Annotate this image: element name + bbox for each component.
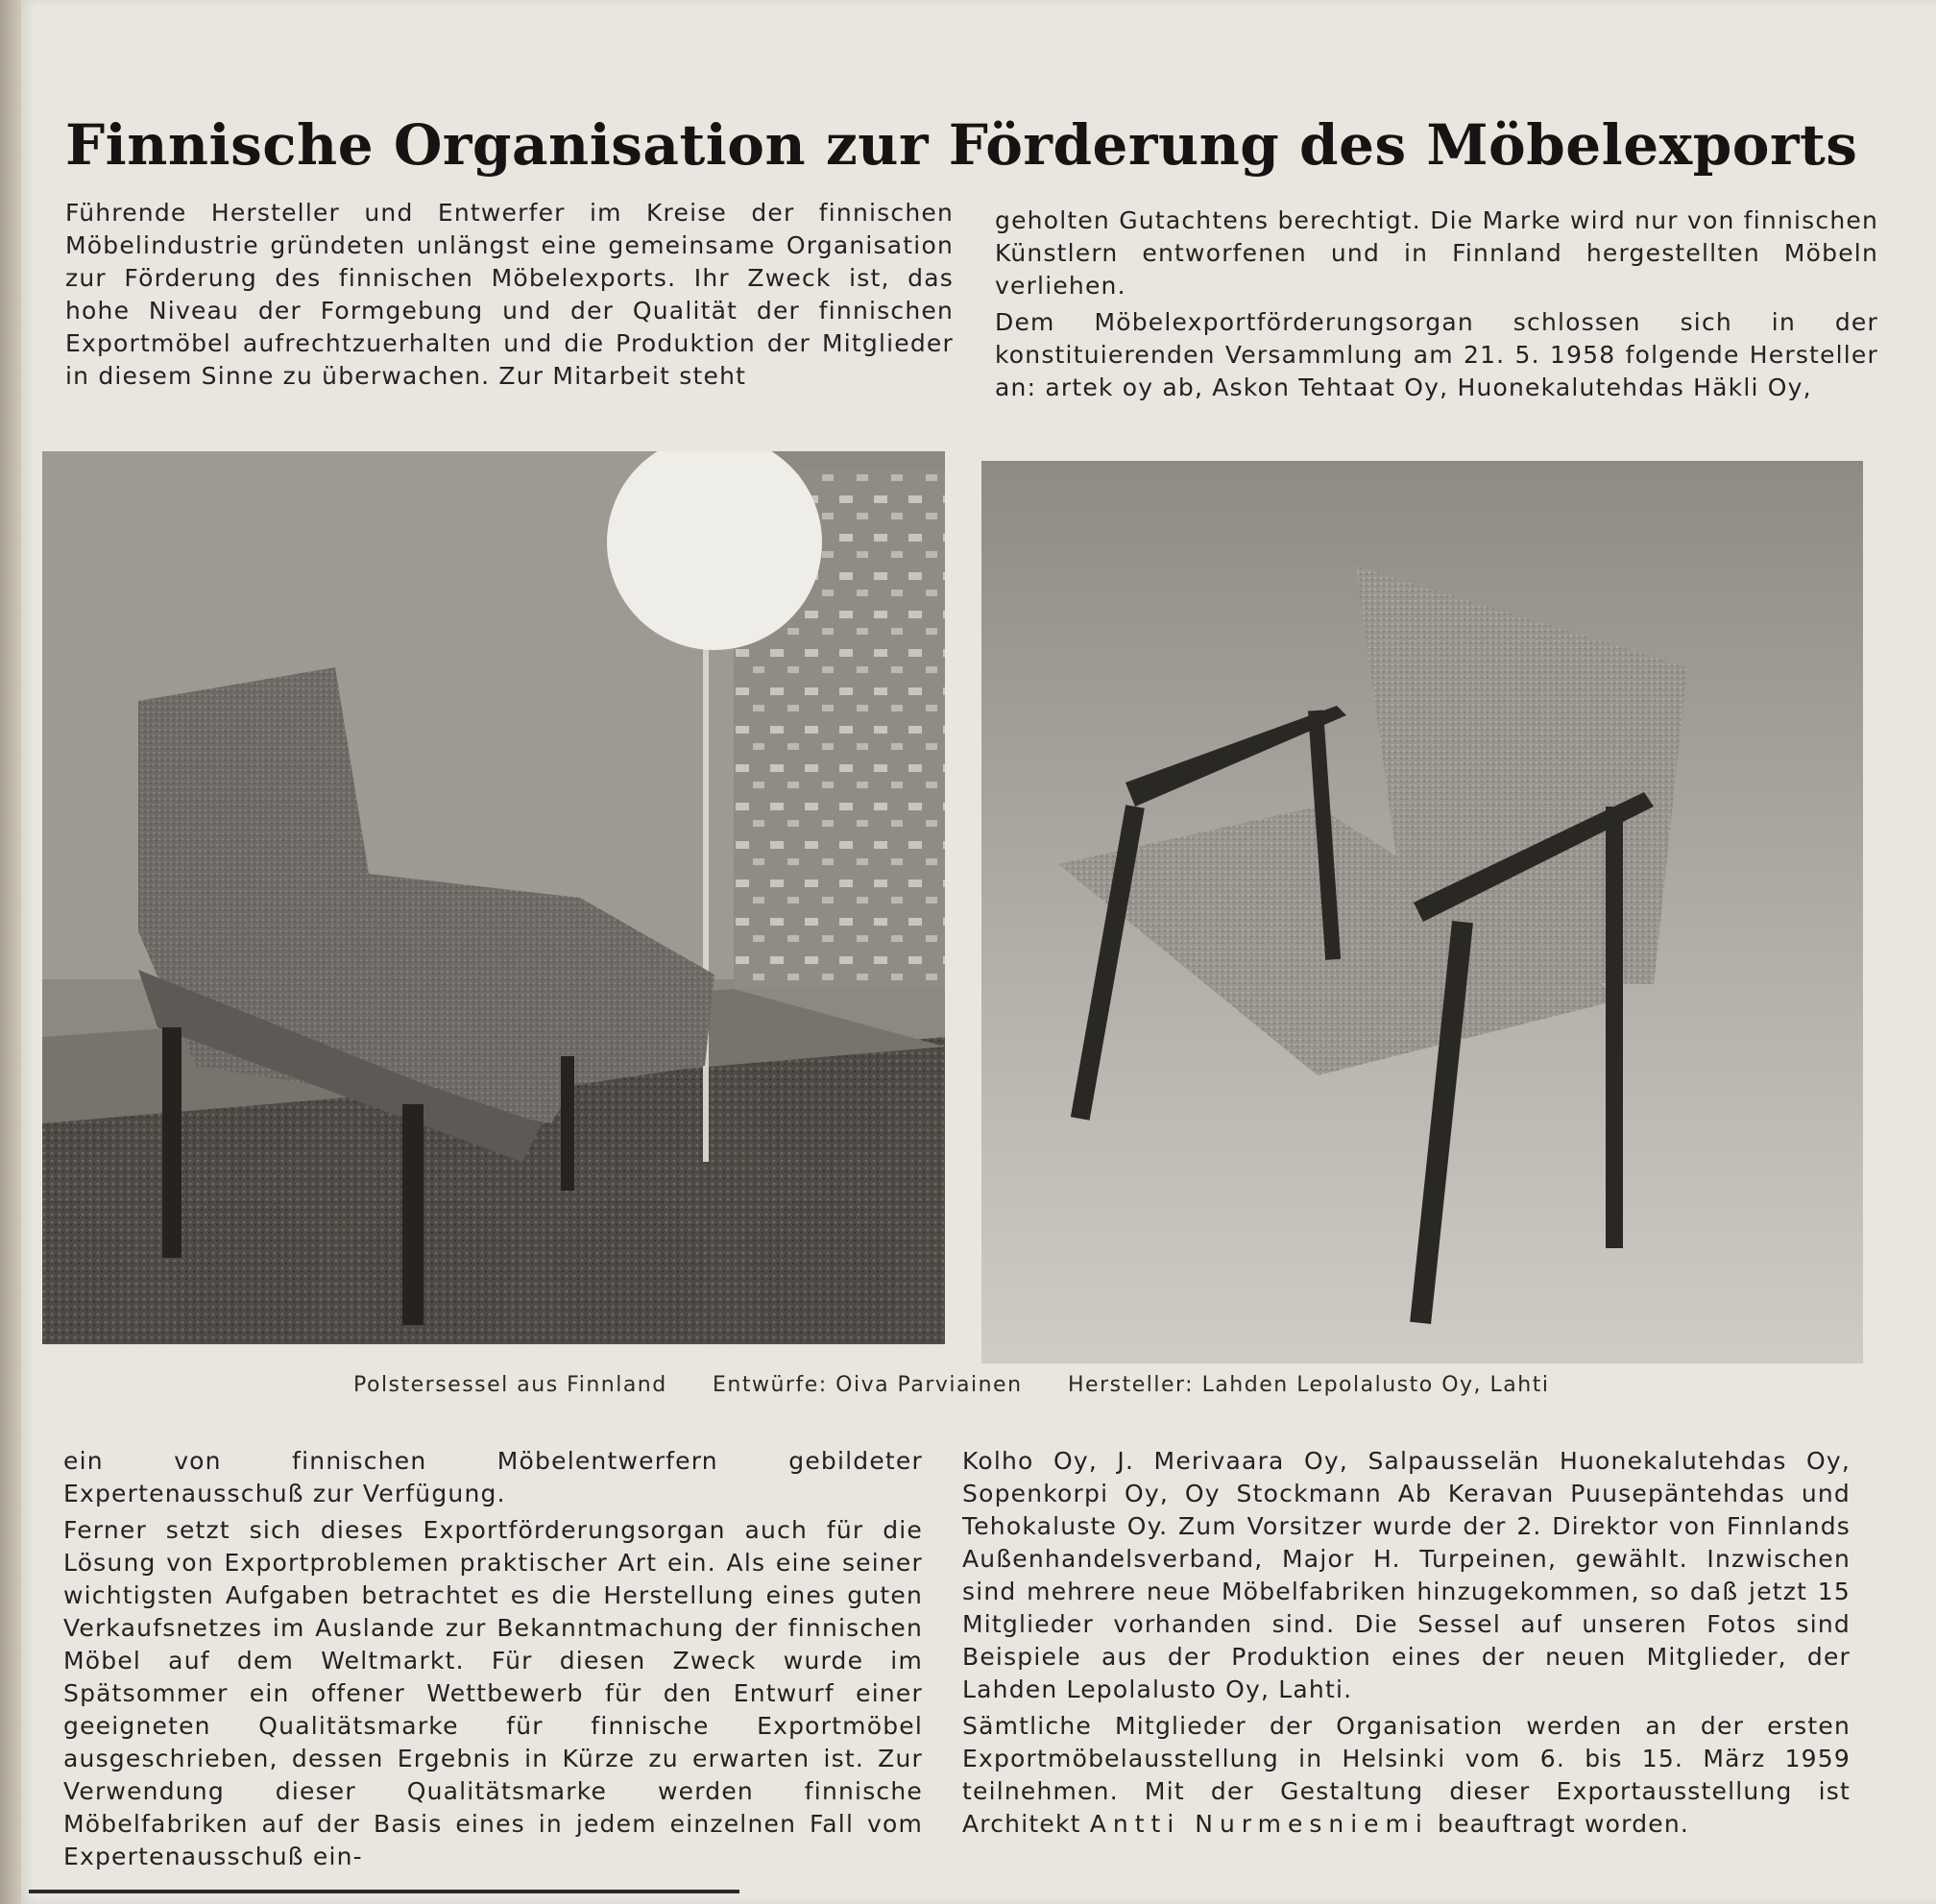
armchair-illustration xyxy=(981,461,1863,1363)
paragraph: Kolho Oy, J. Merivaara Oy, Salpausselän Huonekalutehdas Oy, Sopenkorpi Oy, Oy Stockmann Ab Keravan Puusepäntehdas und Tehokaluste Oy. Zum Vorsitzer wurde der 2. Direktor von Finnlands Außenhandelsverband, Major H. Turpeinen, gewählt. Inzwischen sind mehrere neue Möbelfabriken hinzugekommen, so daß jetzt 15 Mitglieder vorhanden sind. Die Sessel auf unseren Fotos sind Beispiele aus der Produktion eines der neuen Mitglieder, der Lahden Lepolalusto Oy, Lahti. xyxy=(962,1447,1851,1703)
photo-armchair-with-lamp xyxy=(42,451,945,1344)
paragraph: Führende Hersteller und Entwerfer im Kreise der finnischen Möbelindustrie gründeten unlängst eine gemeinsame Organisation zur Förderung des finnischen Möbelexports. Ihr Zweck ist, das hohe Niveau der Formgebung und der Qualität der finnischen Exportmöbel aufrechtzuerhalten und die Produktion der Mitglieder in diesem Sinne zu überwachen. Zur Mitarbeit steht xyxy=(65,199,954,390)
paragraph-text: Sämtliche Mitglieder der Organisation werden an der ersten Exportmöbelausstellung in Helsinki vom 6. bis 15. März 1959 teilnehmen. Mit der Gestaltung dieser Exportausstellung ist Architekt xyxy=(962,1712,1851,1838)
caption-subject: Polstersessel aus Finnland xyxy=(353,1373,667,1397)
caption-maker: Hersteller: Lahden Lepolalusto Oy, Lahti xyxy=(1068,1373,1550,1397)
bottom-rule xyxy=(29,1890,739,1893)
paragraph-text: beauftragt worden. xyxy=(1438,1810,1690,1838)
paragraph: Ferner setzt sich dieses Exportförderungsorgan auch für die Lösung von Exportproblemen praktischer Art ein. Als eine seiner wichtigsten Aufgaben betrachtet es die Herstellung eines guten Verkaufsnetzes im Auslande zur Bekanntmachung der finnischen Möbel auf dem Weltmarkt. Für diesen Zweck wurde im Spätsommer ein offener Wettbewerb für den Entwurf einer geeigneten Qualitätsmarke für finnische Exportmöbel ausgeschrieben, dessen Ergebnis in Kürze zu erwarten ist. Zur Verwendung dieser Qualitätsmarke werden finnische Möbelfabriken auf der Basis eines in jedem einzelnen Fall vom Expertenausschuß ein- xyxy=(63,1516,923,1870)
paragraph: ein von finnischen Möbelentwerfern gebildeter Expertenausschuß zur Verfügung. xyxy=(63,1447,923,1507)
caption-design: Entwürfe: Oiva Parviainen xyxy=(713,1373,1023,1397)
text-column-1 xyxy=(65,197,954,397)
photo-armchair-wooden-arms xyxy=(981,461,1863,1363)
text-column-3 xyxy=(63,1445,923,1877)
paragraph: geholten Gutachtens berechtigt. Die Marke wird nur von finnischen Künstlern entworfenen und in Finnland hergestellten Möbeln verliehen. xyxy=(995,206,1878,300)
text-column-2 xyxy=(995,205,1878,408)
text-column-4 xyxy=(962,1445,1851,1844)
paragraph: Dem Möbelexportförderungsorgan schlossen sich in der konstituierenden Versammlung am 21. 5. 1958 folgende Hersteller an: artek oy ab, Askon Tehtaat Oy, Huonekalutehdas Häkli Oy, xyxy=(995,308,1878,401)
architect-name: Antti Nurmesniemi xyxy=(1089,1810,1429,1838)
armchair-lamp-illustration xyxy=(42,451,945,1344)
article-title: Finnische Organisation zur Förderung des Möbelexports xyxy=(65,111,1858,178)
paragraph-last xyxy=(962,1710,1851,1841)
page-binding-edge xyxy=(0,0,21,1904)
